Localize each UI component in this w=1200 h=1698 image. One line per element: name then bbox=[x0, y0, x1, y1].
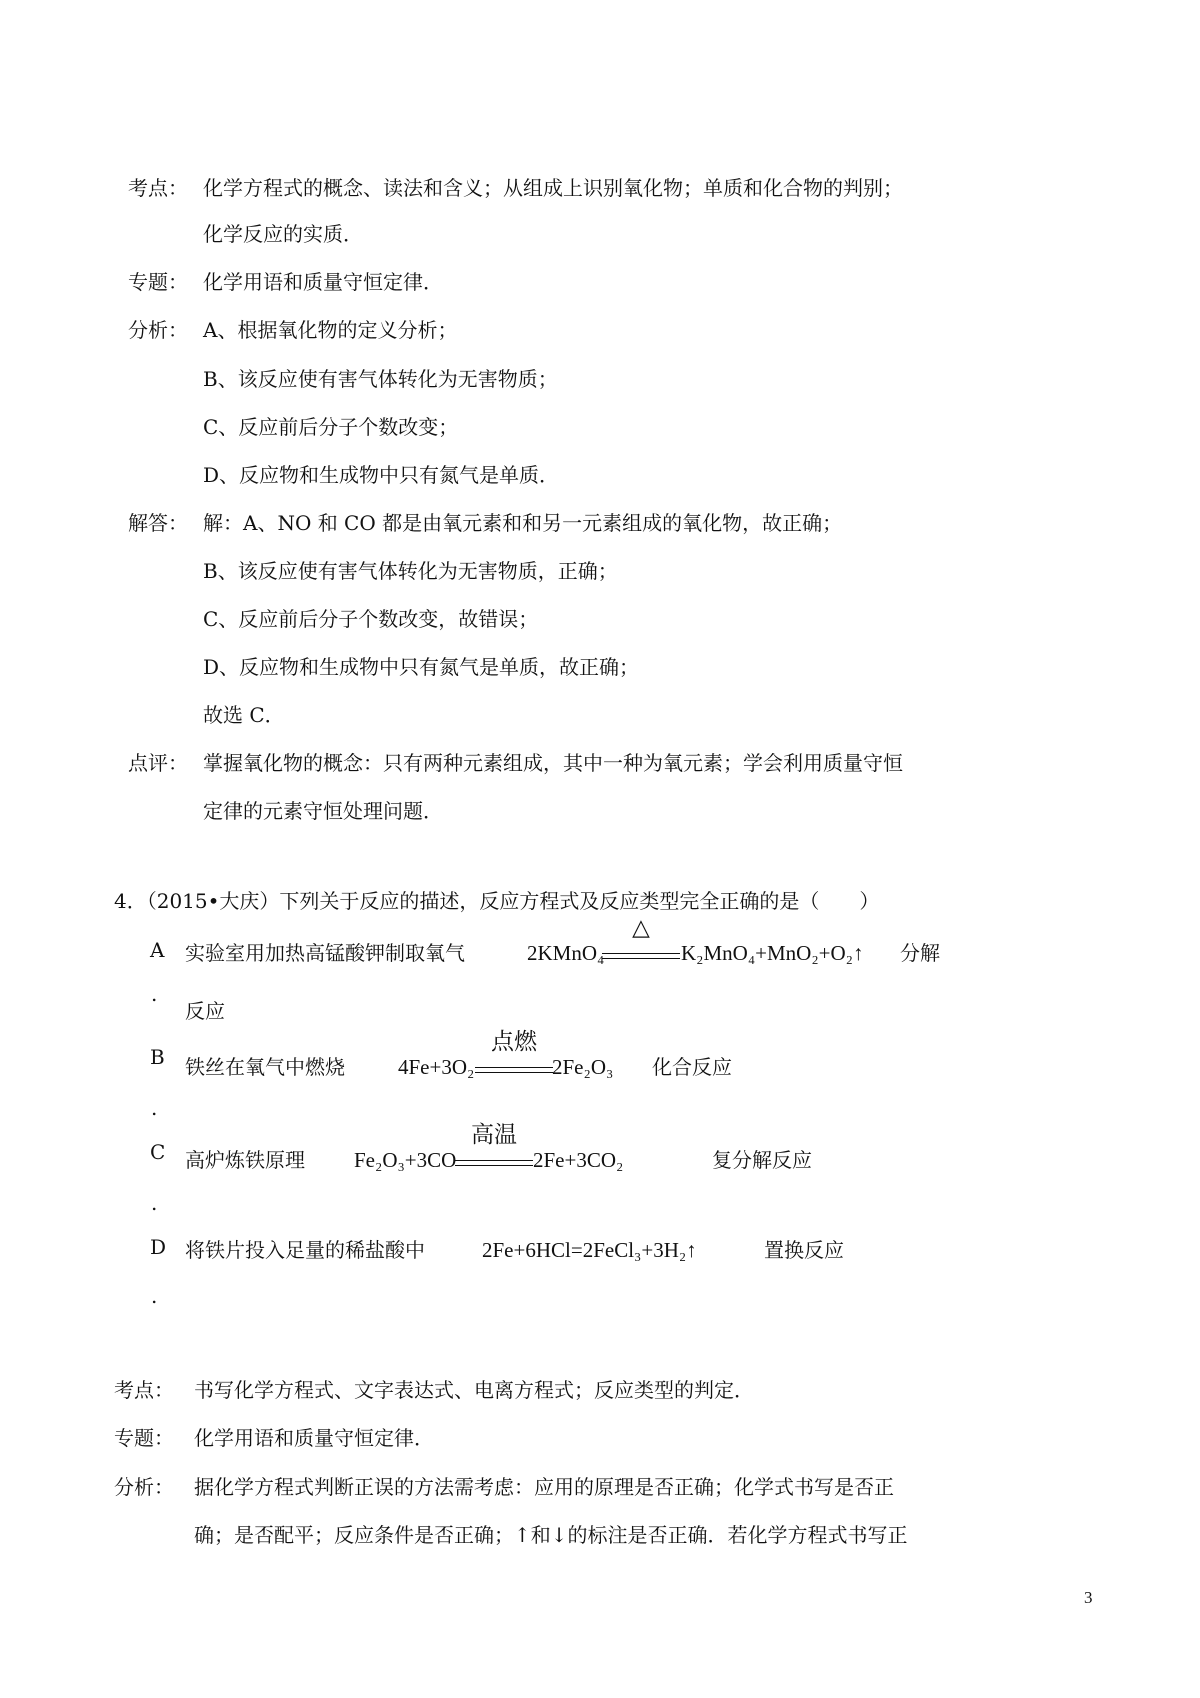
question-stem: 4．（2015•大庆）下列关于反应的描述，反应方程式及反应类型完全正确的是（ ） bbox=[114, 889, 880, 913]
fenxi-text: 据化学方程式判断正误的方法需考虑：应用的原理是否正确；化学式书写是否正 bbox=[194, 1475, 894, 1499]
option-description: 铁丝在氧气中燃烧 bbox=[185, 1055, 345, 1079]
dianping-label: 点评： bbox=[128, 751, 188, 775]
reaction-type-cont: 反应 bbox=[185, 999, 225, 1023]
equation-right: K₂MnO₄+MnO₂+O₂↑ bbox=[681, 941, 864, 965]
reaction-condition bbox=[455, 1121, 533, 1181]
jieda-item: D、反应物和生成物中只有氮气是单质，故正确； bbox=[203, 655, 640, 679]
fenxi-label: 分析： bbox=[128, 318, 188, 342]
option-description: 实验室用加热高锰酸钾制取氧气 bbox=[185, 941, 465, 965]
jieda-item: B、该反应使有害气体转化为无害物质，正确； bbox=[203, 559, 618, 583]
dianping-text-cont: 定律的元素守恒处理问题． bbox=[203, 799, 443, 823]
zhuanti-label: 专题： bbox=[114, 1426, 174, 1450]
option-description: 高炉炼铁原理 bbox=[185, 1148, 305, 1172]
fenxi-item: C、反应前后分子个数改变； bbox=[203, 415, 459, 439]
fenxi-label: 分析： bbox=[114, 1475, 174, 1499]
equation-left: Fe₂O₃+3CO bbox=[354, 1148, 457, 1172]
page-number: 3 bbox=[1084, 1588, 1093, 1607]
zhuanti-text: 化学用语和质量守恒定律． bbox=[203, 270, 443, 294]
zhuanti-label: 专题： bbox=[128, 270, 188, 294]
option-dot: . bbox=[151, 1191, 158, 1215]
fenxi-text-cont: 确；是否配平；反应条件是否正确；↑和↓的标注是否正确．若化学方程式书写正 bbox=[194, 1523, 908, 1547]
option-letter: B bbox=[150, 1045, 165, 1069]
dianping-text: 掌握氧化物的概念：只有两种元素组成，其中一种为氧元素；学会利用质量守恒 bbox=[203, 751, 903, 775]
kaodian-text-cont: 化学反应的实质． bbox=[203, 222, 363, 246]
reaction-condition bbox=[602, 914, 680, 974]
option-description: 将铁片投入足量的稀盐酸中 bbox=[185, 1238, 425, 1262]
fenxi-item: D、反应物和生成物中只有氮气是单质． bbox=[203, 463, 560, 487]
condition-text: 高温 bbox=[471, 1122, 517, 1148]
heat-triangle-icon: △ bbox=[632, 915, 650, 941]
option-letter: D bbox=[150, 1235, 167, 1259]
reaction-type: 置换反应 bbox=[764, 1238, 844, 1262]
jieda-item: C、反应前后分子个数改变，故错误； bbox=[203, 607, 539, 631]
reaction-type: 复分解反应 bbox=[712, 1148, 812, 1172]
kaodian-text: 书写化学方程式、文字表达式、电离方程式；反应类型的判定． bbox=[194, 1378, 754, 1402]
option-letter: A bbox=[150, 938, 165, 962]
equation-right: 2Fe₂O₃ bbox=[552, 1055, 614, 1079]
reaction-type: 分解 bbox=[900, 941, 940, 965]
condition-text: 点燃 bbox=[491, 1029, 537, 1055]
fenxi-item: B、该反应使有害气体转化为无害物质； bbox=[203, 367, 558, 391]
kaodian-text: 化学方程式的概念、读法和含义；从组成上识别氧化物；单质和化合物的判别； bbox=[203, 176, 903, 200]
option-dot: . bbox=[151, 982, 158, 1006]
option-dot: . bbox=[151, 1096, 158, 1120]
zhuanti-text: 化学用语和质量守恒定律． bbox=[194, 1426, 434, 1450]
equation: 2Fe+6HCl=2FeCl₃+3H₂↑ bbox=[482, 1238, 697, 1262]
equation-left: 4Fe+3O₂ bbox=[398, 1055, 475, 1079]
reaction-type: 化合反应 bbox=[652, 1055, 732, 1079]
equation-left: 2KMnO₄ bbox=[527, 941, 605, 965]
jieda-label: 解答： bbox=[128, 511, 188, 535]
kaodian-label: 考点： bbox=[114, 1378, 174, 1402]
option-dot: . bbox=[151, 1284, 158, 1308]
fenxi-item: A、根据氧化物的定义分析； bbox=[203, 318, 458, 342]
jieda-item: 解：A、NO 和 CO 都是由氧元素和和另一元素组成的氧化物，故正确； bbox=[203, 511, 843, 535]
equation-right: 2Fe+3CO₂ bbox=[533, 1148, 624, 1172]
kaodian-label: 考点： bbox=[128, 176, 188, 200]
jieda-item: 故选 C． bbox=[203, 703, 285, 727]
reaction-condition bbox=[475, 1028, 553, 1088]
option-letter: C bbox=[150, 1140, 166, 1164]
